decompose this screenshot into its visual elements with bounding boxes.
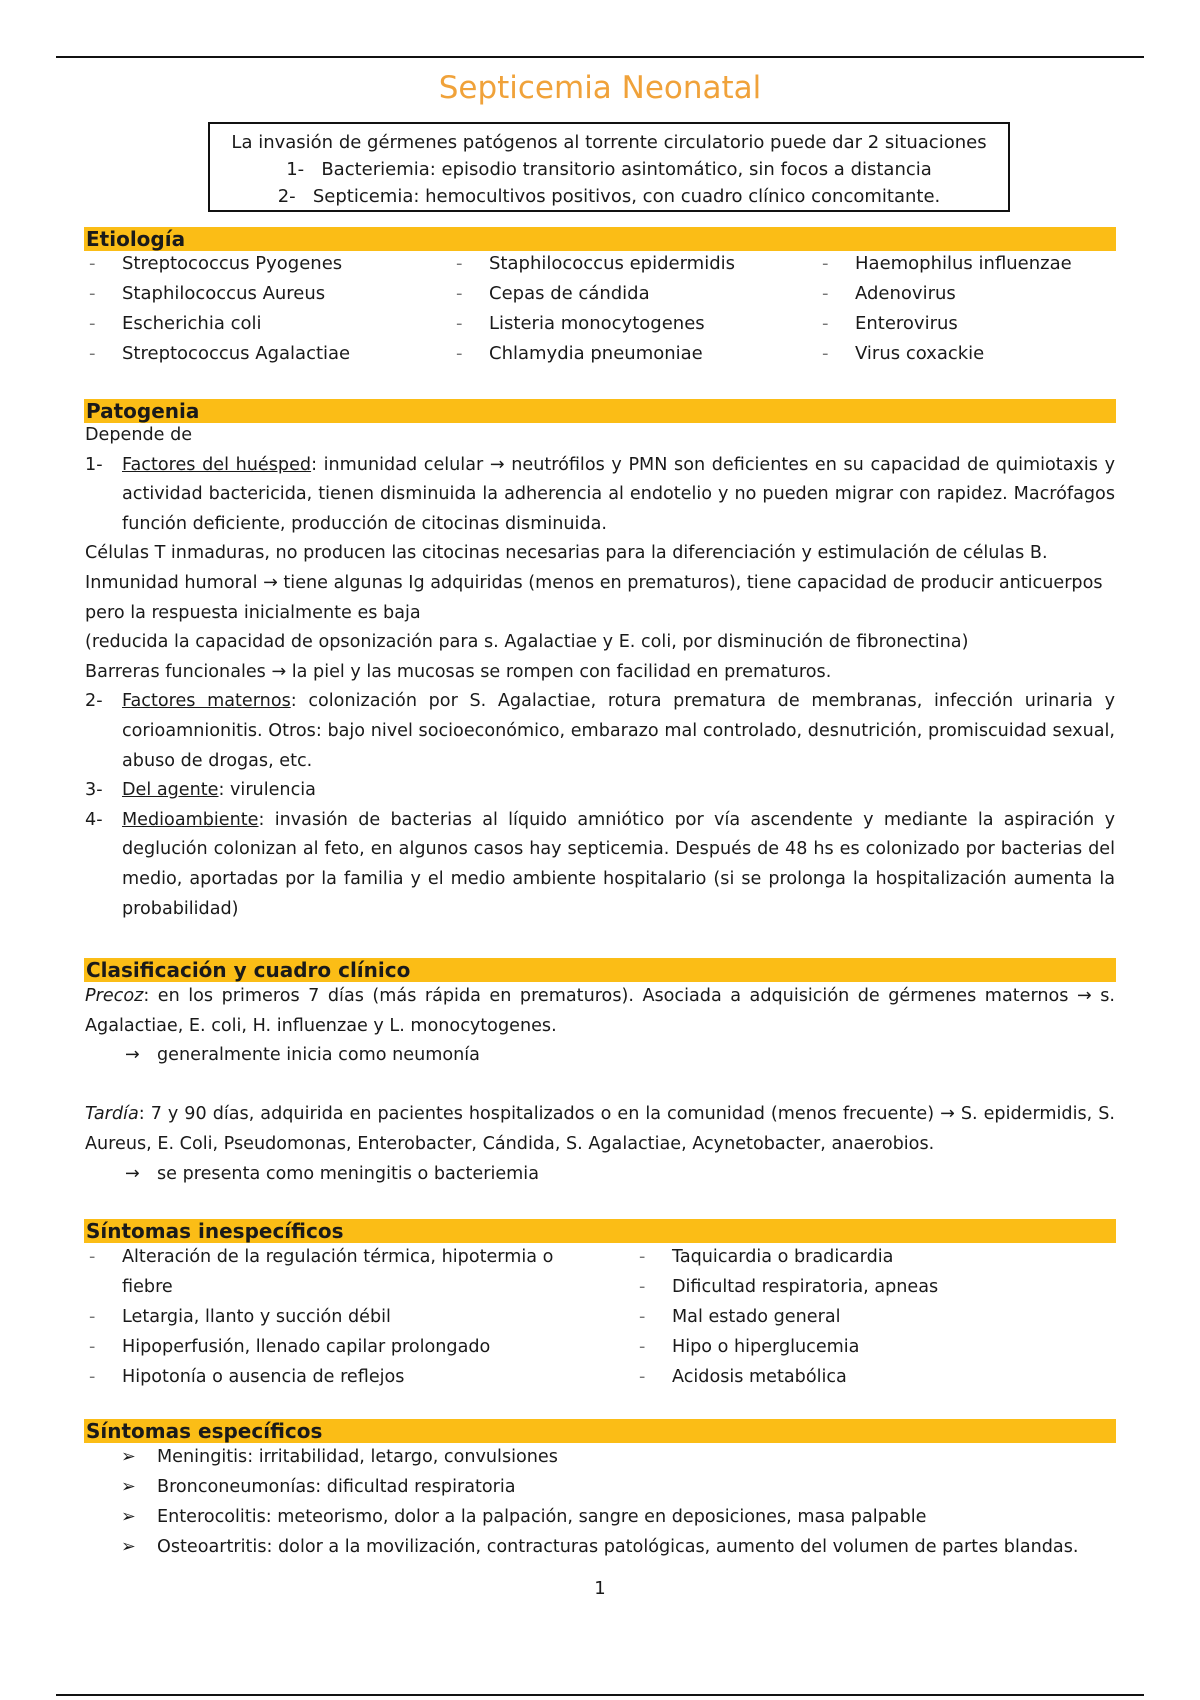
intro-item: 1- Bacteriemia: episodio transitorio asintomático, sin focos a distancia <box>286 159 932 180</box>
patogenia-line: Células T inmaduras, no producen las citocinas necesarias para la diferenciación y estimulación de células B. <box>85 543 1048 564</box>
etiologia-column <box>85 249 445 369</box>
patogenia-item: 1- Factores del huésped: inmunidad celular → neutrófilos y PMN son deficientes en su capacidad de quimiotaxis y actividad bactericida, tienen disminuida la adherencia al endotelio y no pueden migrar con rapidez. Macrófagos función deficiente, producción de citocinas disminuida. <box>85 454 1115 534</box>
patogenia-line: Barreras funcionales → la piel y las mucosas se rompen con facilidad en prematuros. <box>85 661 832 682</box>
section-heading-clasificacion: Clasificación y cuadro clínico <box>84 958 1116 982</box>
list-item: ➢ Enterocolitis: meteorismo, dolor a la palpación, sangre en deposiciones, masa palpable <box>121 1507 927 1527</box>
list-item: - Alteración de la regulación térmica, hipotermia o fiebre <box>89 1247 554 1297</box>
bottom-rule <box>56 1694 1144 1696</box>
list-item: - Streptococcus Pyogenes <box>89 253 343 274</box>
etiologia-list <box>85 249 1115 373</box>
list-item: - Hipoperfusión, llenado capilar prolongado <box>89 1337 491 1357</box>
section-heading-especificos: Síntomas específicos <box>84 1419 1116 1443</box>
list-item: - Letargia, llanto y succión débil <box>89 1307 391 1327</box>
patogenia-intro: Depende de <box>85 425 193 445</box>
list-item: - Escherichia coli <box>89 313 262 334</box>
list-item: ➢ Meningitis: irritabilidad, letargo, convulsiones <box>121 1447 558 1467</box>
tardia-note: → se presenta como meningitis o bacteriemia <box>125 1163 539 1184</box>
page-title: Septicemia Neonatal <box>438 70 762 106</box>
precoz-note: → generalmente inicia como neumonía <box>125 1045 480 1066</box>
list-item: - Adenovirus <box>822 283 956 304</box>
list-item: - Virus coxackie <box>822 343 985 364</box>
list-item: ➢ Bronconeumonías: dificultad respiratoria <box>121 1477 516 1497</box>
patogenia-item: 4- Medioambiente: invasión de bacterias al líquido amniótico por vía ascendente y mediante la aspiración y deglución colonizan al feto, en algunos casos hay septicemia. Después de 48 hs es colonizado por bacterias del medio, aportadas por la familia y el medio ambiente hospitalario (si se prolonga la hospitalización aumenta la probabilidad) <box>85 809 1115 919</box>
intro-item: 2- Septicemia: hemocultivos positivos, con cuadro clínico concomitante. <box>277 186 941 207</box>
list-item: - Mal estado general <box>639 1307 841 1327</box>
precoz-paragraph: Precoz: en los primeros 7 días (más rápida en prematuros). Asociada a adquisición de gérmenes maternos → s. Agalactiae, E. coli, H. influenzae y L. monocytogenes. <box>85 986 1115 1036</box>
patogenia-item: 3- Del agente: virulencia <box>85 780 316 801</box>
patogenia-body <box>85 421 1115 924</box>
tardia-paragraph: Tardía: 7 y 90 días, adquirida en pacientes hospitalizados o en la comunidad (menos frecuente) → S. epidermidis, S. Aureus, E. Coli, Pseudomonas, Enterobacter, Cándida, S. Agalactiae, Acynetobacter, anaerobios. <box>85 1104 1115 1154</box>
list-item: - Cepas de cándida <box>456 283 650 304</box>
intro-box <box>208 122 1010 212</box>
list-item: - Listeria monocytogenes <box>456 313 705 334</box>
etiologia-column <box>452 249 812 369</box>
section-heading-etiologia: Etiología <box>84 227 1116 251</box>
list-item: - Staphilococcus Aureus <box>89 283 326 304</box>
section-heading-patogenia: Patogenia <box>84 399 1116 423</box>
intro-lead: La invasión de gérmenes patógenos al torrente circulatorio puede dar 2 situaciones <box>231 132 987 153</box>
list-item: - Hipotonía o ausencia de reflejos <box>89 1367 405 1387</box>
section-heading-inespecificos: Síntomas inespecíficos <box>84 1219 1116 1243</box>
patogenia-line: (reducida la capacidad de opsonización para s. Agalactiae y E. coli, por disminución de fibronectina) <box>85 632 969 653</box>
list-item: - Hipo o hiperglucemia <box>639 1337 860 1357</box>
list-item: - Chlamydia pneumoniae <box>456 343 703 364</box>
list-item: - Taquicardia o bradicardia <box>639 1247 894 1267</box>
top-rule <box>56 56 1144 58</box>
inespecificos-column <box>635 1242 1115 1392</box>
list-item: - Staphilococcus epidermidis <box>456 253 735 274</box>
page-number: 1 <box>594 1578 606 1599</box>
etiologia-column <box>818 249 1178 369</box>
list-item: - Enterovirus <box>822 313 958 334</box>
patogenia-line: Inmunidad humoral → tiene algunas Ig adquiridas (menos en prematuros), tiene capacidad de producir anticuerpos pero la respuesta inicialmente es baja <box>85 572 1103 623</box>
list-item: - Haemophilus influenzae <box>822 253 1072 274</box>
inespecificos-list <box>85 1242 1115 1394</box>
especificos-list <box>85 1442 1115 1562</box>
list-item: - Acidosis metabólica <box>639 1367 847 1387</box>
list-item: - Streptococcus Agalactiae <box>89 343 351 364</box>
inespecificos-column <box>85 1242 615 1392</box>
patogenia-item: 2- Factores maternos: colonización por S. Agalactiae, rotura prematura de membranas, infección urinaria y corioamnionitis. Otros: bajo nivel socioeconómico, embarazo mal controlado, desnutrición, promiscuidad sexual, abuso de drogas, etc. <box>85 691 1115 771</box>
list-item: ➢ Osteoartritis: dolor a la movilización, contracturas patológicas, aumento del volumen de partes blandas. <box>121 1537 1079 1557</box>
list-item: - Dificultad respiratoria, apneas <box>639 1277 939 1297</box>
clasificacion-body <box>85 982 1115 1189</box>
